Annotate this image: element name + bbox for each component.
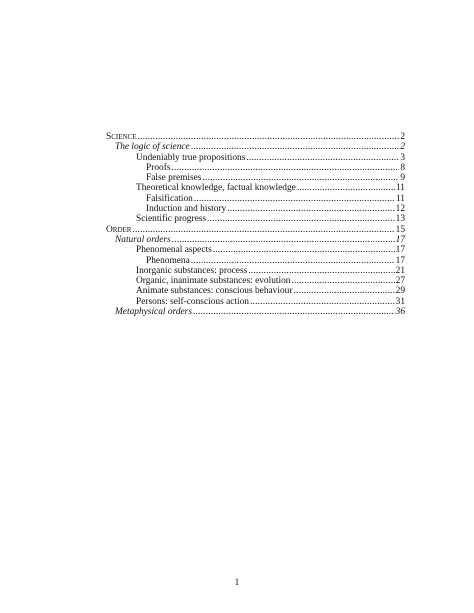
toc-entry[interactable] xyxy=(106,307,405,317)
dot-leader xyxy=(138,132,400,142)
toc-entry-page: 3 xyxy=(400,152,405,163)
toc-entry-title: Persons: self-conscious action xyxy=(136,296,249,307)
toc-entry-page: 13 xyxy=(395,214,405,225)
toc-entry[interactable] xyxy=(106,286,405,296)
toc-entry-page: 29 xyxy=(395,286,405,297)
toc-entry-title: Theoretical knowledge, factual knowledge xyxy=(136,183,296,194)
toc-entry[interactable] xyxy=(106,266,405,276)
dot-leader xyxy=(193,307,395,317)
toc-entry[interactable] xyxy=(106,163,405,173)
toc-entry-page: 12 xyxy=(395,204,405,215)
dot-leader xyxy=(171,163,399,173)
dot-leader xyxy=(191,256,395,266)
dot-leader xyxy=(250,297,395,307)
toc-entry-page: 8 xyxy=(400,162,405,173)
toc-entry-page: 15 xyxy=(395,224,405,235)
toc-entry-title: Phenomenal aspects xyxy=(136,245,212,256)
toc-entry-page: 27 xyxy=(395,276,405,287)
toc-entry-title: Inorganic substances: process xyxy=(136,265,248,276)
toc-entry-title: Organic, inanimate substances: evolution xyxy=(136,276,291,287)
toc-entry-page: 36 xyxy=(395,307,405,318)
toc-entry-title: Induction and history xyxy=(146,204,227,215)
toc-entry-title: The logic of science xyxy=(115,142,190,153)
toc-entry-page: 17 xyxy=(395,245,405,256)
toc-entry-page: 2 xyxy=(400,142,405,153)
toc-entry-title: Scientific progress xyxy=(136,214,207,225)
dot-leader xyxy=(248,266,394,276)
page-number: 1 xyxy=(234,578,240,588)
toc-entry-title: Metaphysical orders xyxy=(115,307,192,318)
toc-entry-page: 2 xyxy=(400,132,405,142)
toc-entry[interactable] xyxy=(106,194,405,204)
dot-leader xyxy=(194,194,395,204)
dot-leader xyxy=(132,225,394,235)
toc-entry[interactable] xyxy=(106,153,405,163)
toc-entry[interactable] xyxy=(106,256,405,266)
toc-entry-page: 21 xyxy=(395,265,405,276)
toc-entry-page: 11 xyxy=(395,193,405,204)
dot-leader xyxy=(191,142,400,152)
table-of-contents xyxy=(106,132,405,317)
dot-leader xyxy=(246,153,399,163)
toc-entry-title: Falsification xyxy=(146,193,193,204)
dot-leader xyxy=(291,276,394,286)
toc-entry-title: Natural orders xyxy=(115,234,171,245)
toc-entry[interactable] xyxy=(106,297,405,307)
toc-entry-title: Proofs xyxy=(146,162,171,173)
dot-leader xyxy=(293,286,394,296)
dot-leader xyxy=(297,183,395,193)
toc-entry[interactable] xyxy=(106,183,405,193)
toc-entry-page: 17 xyxy=(395,255,405,266)
dot-leader xyxy=(213,245,395,255)
toc-entry[interactable] xyxy=(106,173,405,183)
toc-entry[interactable] xyxy=(106,276,405,286)
dot-leader xyxy=(172,235,395,245)
toc-entry-title: False premises xyxy=(146,173,202,184)
toc-entry-page: 11 xyxy=(395,183,405,194)
toc-entry[interactable] xyxy=(106,142,405,152)
dot-leader xyxy=(227,204,394,214)
dot-leader xyxy=(207,214,395,224)
toc-entry-title: Undeniably true propositions xyxy=(136,152,246,163)
toc-entry-title: Animate substances: conscious behaviour xyxy=(136,286,293,297)
toc-entry-page: 31 xyxy=(395,296,405,307)
dot-leader xyxy=(202,173,399,183)
toc-entry-title: Order xyxy=(106,224,132,235)
toc-entry[interactable] xyxy=(106,245,405,255)
toc-entry[interactable] xyxy=(106,225,405,235)
toc-entry[interactable] xyxy=(106,235,405,245)
toc-entry-page: 17 xyxy=(395,234,405,245)
toc-entry[interactable] xyxy=(106,204,405,214)
toc-entry-title: Phenomena xyxy=(146,255,190,266)
toc-entry-title: Science xyxy=(106,132,137,142)
toc-entry[interactable] xyxy=(106,214,405,224)
toc-entry-page: 9 xyxy=(400,173,405,184)
toc-entry[interactable] xyxy=(106,132,405,142)
